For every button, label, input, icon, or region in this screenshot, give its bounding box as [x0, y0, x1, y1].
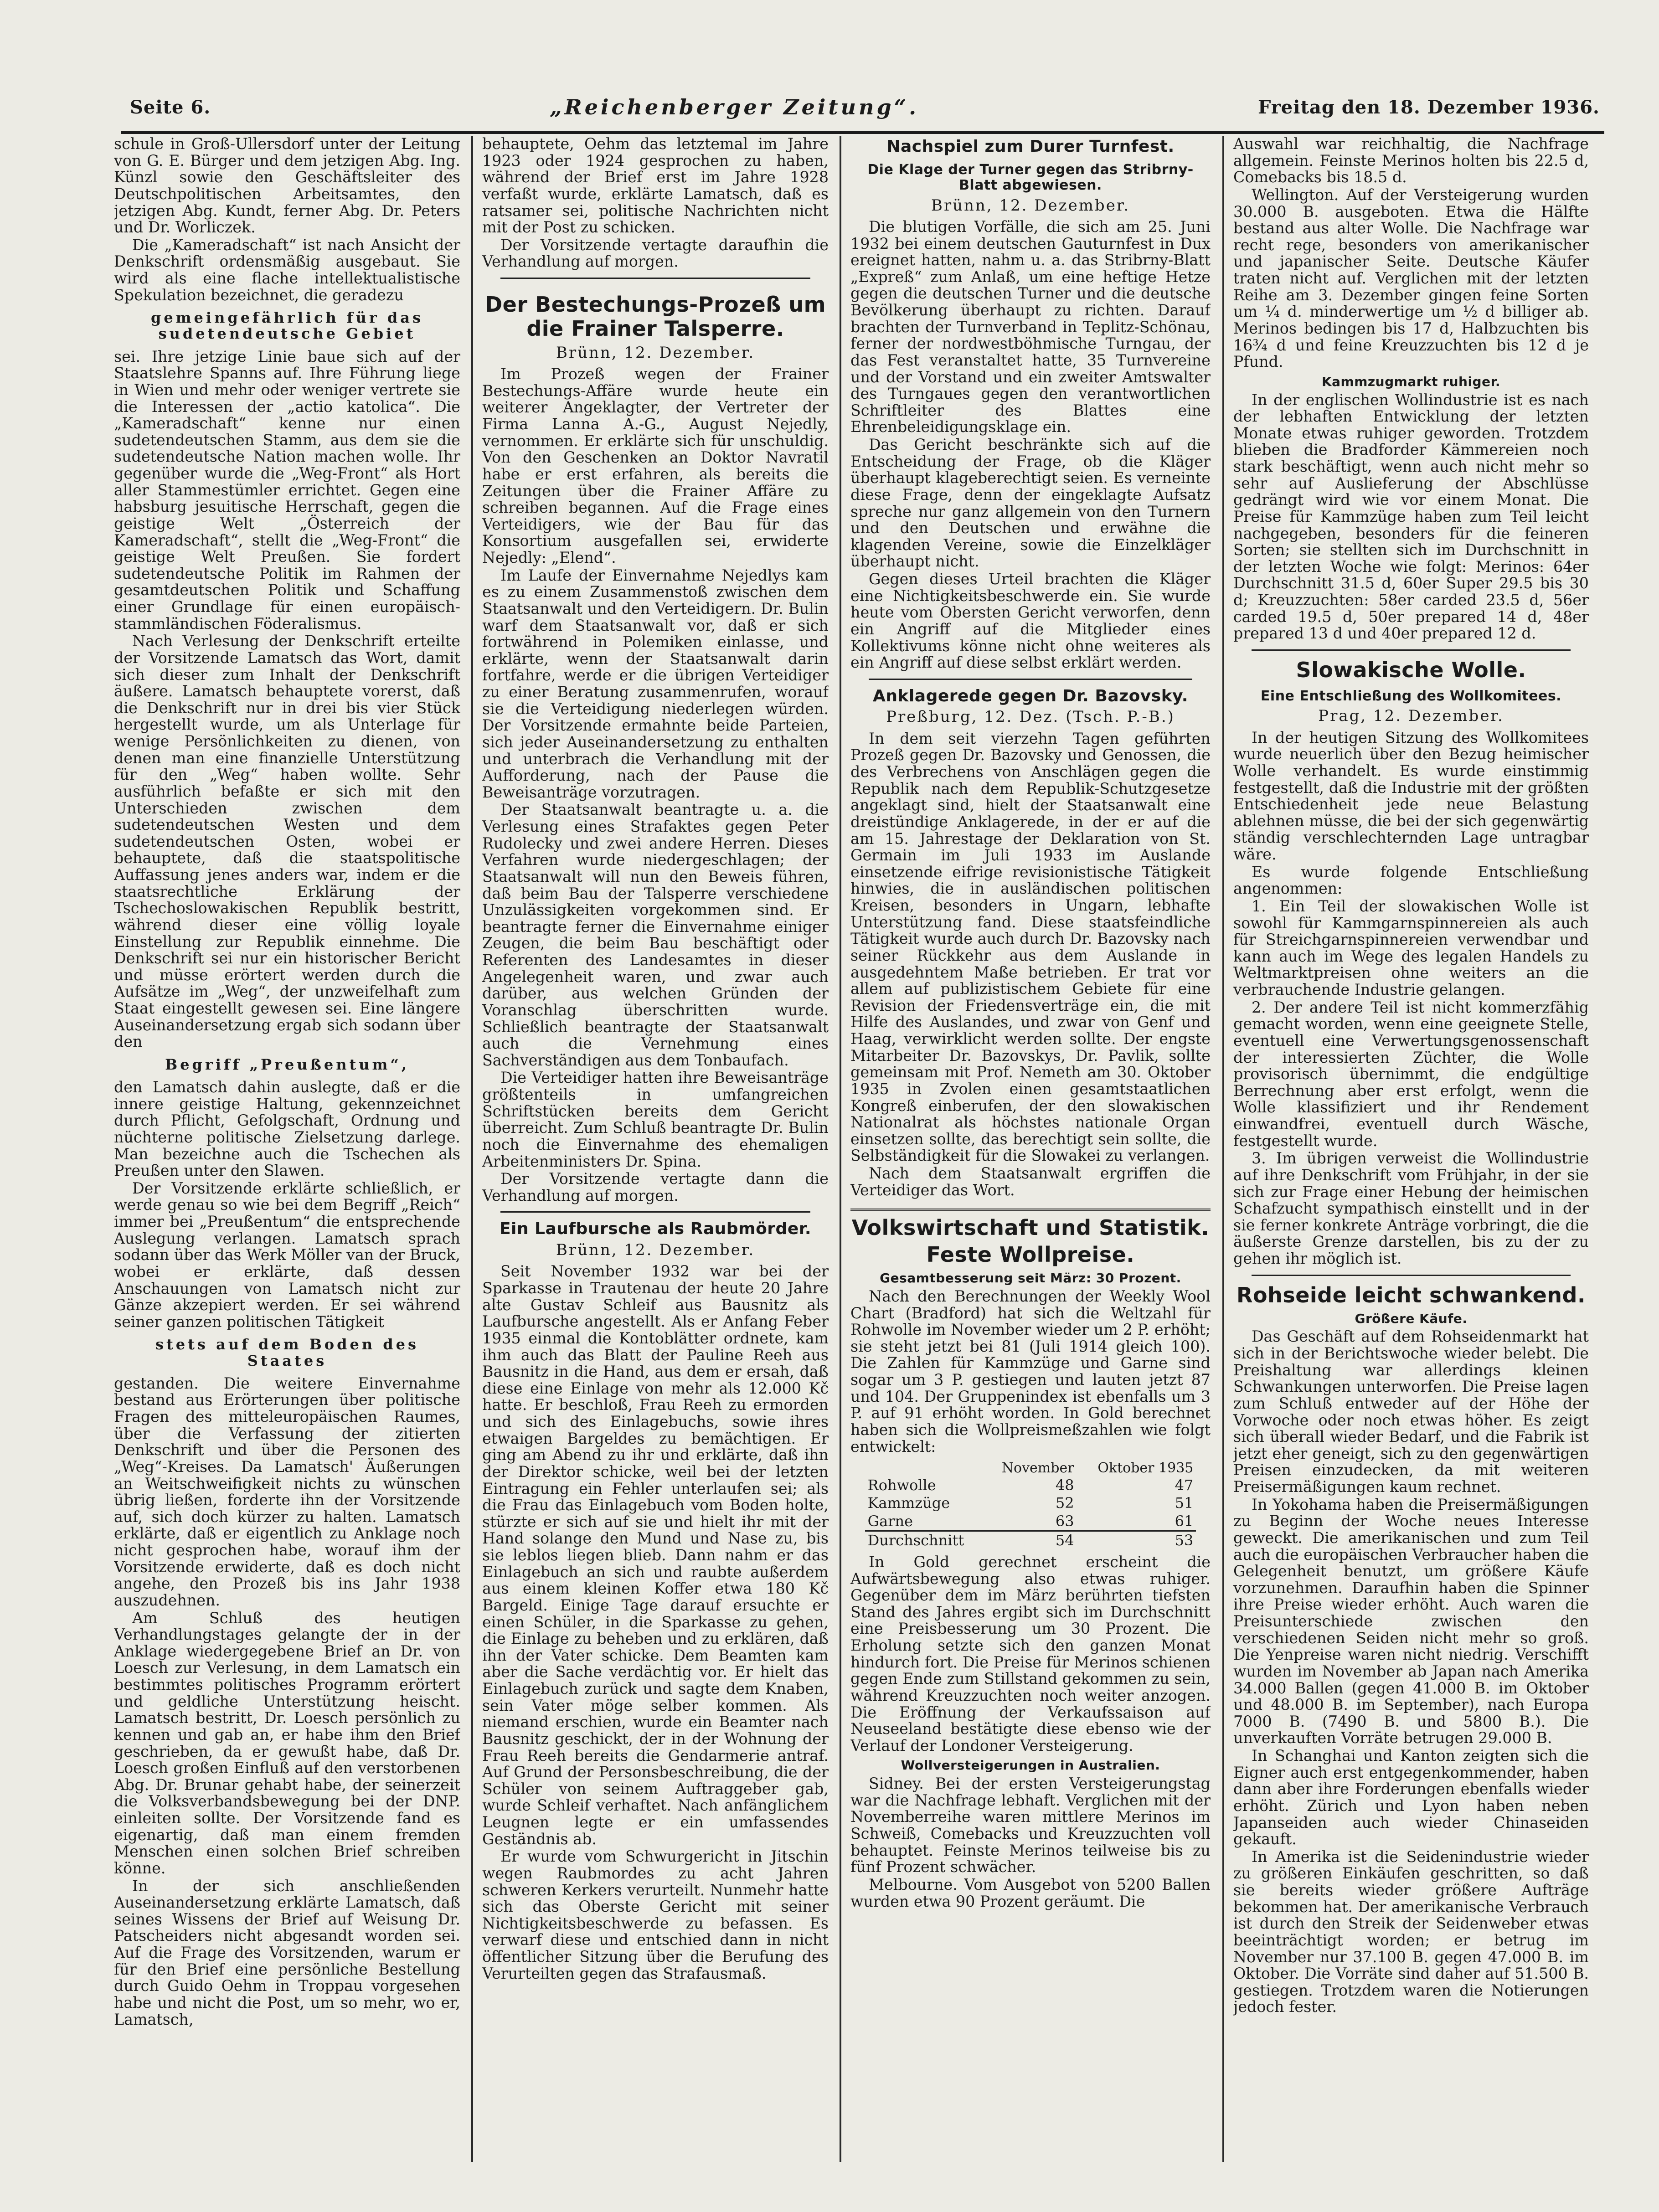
article-divider	[500, 1211, 810, 1213]
dateline: Preßburg, 12. Dez. (Tsch. P.-B.)	[886, 708, 1175, 726]
dateline: Brünn, 12. Dezember.	[556, 343, 755, 362]
table-header: November	[1001, 1460, 1074, 1476]
article-headline: Feste Wollpreise.	[926, 1242, 1135, 1267]
column-2	[482, 136, 829, 2176]
paragraph: Sidney. Bei der ersten Versteigerungstag war die Nachfrage lebhaft. Verglichen mit der Novemberreihe waren mittlere Merinos im Schweiß, Comebacks und Kreuzzuchten voll behauptet. Feinste Merinos teilweise bis zu fünf Prozent schwächer.	[850, 1775, 1211, 1876]
wool-price-table	[865, 1460, 1196, 1549]
paragraph: Der Vorsitzende vertagte daraufhin die Verhandlung auf morgen.	[482, 236, 829, 271]
paragraph: Die blutigen Vorfälle, die sich am 25. Juni 1932 bei einem deutschen Gauturnfest in Dux ereignet hatten, nahm u. a. das Stribrny-Blatt „Expreß“ zum Anlaß, um eine heftige Hetze gegen die deutschen Turner und die deutsche Bevölkerung überhaupt zu richten. Darauf brachten der Turnverband in Teplitz-Schönau, ferner der nordwestböhmische Turngau, der das Fest veranstaltet hatte, 35 Turnvereine und der Vorstand und ein zweiter Amtswalter des Turngaues gegen den verantwortlichen Schriftleiter des Blattes eine Ehrenbeleidigungsklage ein.	[850, 217, 1211, 436]
table-row	[865, 1476, 1196, 1494]
paragraph: Gegen dieses Urteil brachten die Kläger eine Nichtigkeitsbeschwerde ein. Sie wurde heute vom Obersten Gericht verworfen, denn ein Angriff auf die Mitglieder eines Kollektivums könne nicht ohne weiteres als ein Angriff auf diese selbst erklärt werden.	[850, 570, 1211, 672]
paragraph: Nach den Berechnungen der Weekly Wool Chart (Bradford) hat sich die Weltzahl für Rohwolle im November wieder um 2 P. erhöht; sie steht jetzt bei 81 (Juli 1914 gleich 100). Die Zahlen für Kammzüge und Garne sind sogar um 3 P. gestiegen und lauten jetzt 87 und 104. Der Gruppenindex ist ebenfalls um 3 P. auf 91 erhöht worden. In Gold berechnet haben sich die Wollpreismeßzahlen wie folgt entwickelt:	[850, 1287, 1211, 1456]
paragraph: In Yokohama haben die Preisermäßigungen zu Beginn der Woche neues Interesse geweckt. Die amerikanischen und zum Teil auch die europäischen Verbraucher haben die Gelegenheit benutzt, um größere Käufe vorzunehmen. Daraufhin haben die Spinner ihre Preise wieder erhöht. Auch waren die Preisunterschiede zwischen den verschiedenen Seiden nicht mehr so groß. Die Yenpreise waren nicht niedrig. Verschifft wurden im November ab Japan nach Amerika 34.000 Ballen (gegen 41.000 B. im Oktober und 48.000 B. im September), nach Europa 7000 B. (7490 B. und 5800 B.). Die unverkauften Vorräte betrugen 29.000 B.	[1233, 1495, 1589, 1747]
cell-november: 48	[1055, 1476, 1074, 1494]
issue-date: Freitag den 18. Dezember 1936.	[1258, 96, 1600, 118]
article-divider	[1252, 649, 1571, 651]
paragraph: Melbourne. Vom Ausgebot von 5200 Ballen wurden etwa 90 Prozent geräumt. Die	[850, 1875, 1211, 1910]
article-subheadline: Größere Käufe.	[1355, 1311, 1468, 1326]
paragraph: Seit November 1932 war bei der Sparkasse in Trautenau der heute 20 Jahre alte Gustav Schleif aus Bausnitz als Laufbursche angestellt. Als er Anfang Feber 1935 einmal die Kontoblätter ordnete, kam ihm auch das Blatt der Pauline Reeh aus Bausnitz in die Hand, aus dem er ersah, daß diese eine Einlage von mehr als 12.000 Kč hatte. Er beschloß, Frau Reeh zu ermorden und sich des Einlagebuchs, sowie ihres etwaigen Bargeldes zu bemächtigen. Er ging am Abend zu ihr und erklärte, daß ihn der Direktor schicke, weil bei der letzten Eintragung ein Fehler unterlaufen sei; als die Frau das Einlagebuch vom Boden holte, stürzte er sich auf sie und hielt ihr mit der Hand solange den Mund und Nase zu, bis sie leblos liegen blieb. Dann nahm er das Einlagebuch an sich und raubte außerdem aus einem kleinen Koffer etwa 180 Kč Bargeld. Einige Tage darauf ersuchte er einen Schüler, in die Sparkasse zu gehen, die Einlage zu beheben und zu erklären, daß ihn der Vater schicke. Dem Beamten kam aber die Sache verdächtig vor. Er hielt das Einlagebuch zurück und sagte dem Knaben, sein Vater möge selber kommen. Als niemand erschien, wurde ein Beamter nach Bausnitz geschickt, der in der Wohnung der Frau Reeh bereits die Gendarmerie antraf. Auf Grund der Personsbeschreibung, die der Schüler von seinem Auftraggeber gab, wurde Schleif verhaftet. Nach anfänglichem Leugnen legte er ein umfassendes Geständnis ab.	[482, 1262, 829, 1848]
paragraph: Er wurde vom Schwurgericht in Jitschin wegen Raubmordes zu acht Jahren schweren Kerkers verurteilt. Nunmehr hatte sich das Oberste Gericht mit seiner Nichtigkeitsbeschwerde zu befassen. Es verwarf diese und entschied dann in nicht öffentlicher Sitzung über die Berufung des Verurteilten gegen das Strafausmaß.	[482, 1847, 829, 1982]
paragraph: 3. Im übrigen verweist die Wollindustrie auf ihre Denkschrift vom Frühjahr, in der sie sich zur Frage einer Hebung der heimischen Schafzucht sympathisch einstellt und in der sie ferner konkrete Anträge vorbringt, die die äußerste Grenze darstellen, bis zu der zu gehen ihr möglich ist.	[1233, 1149, 1589, 1268]
page-number: Seite 6.	[130, 96, 211, 118]
article-headline: Slowakische Wolle.	[1296, 657, 1526, 682]
cell-oktober: 53	[1077, 1531, 1196, 1549]
dateline: Prag, 12. Dezember.	[1318, 707, 1504, 725]
article-headline: Anklagerede gegen Dr. Bazovsky.	[873, 686, 1188, 705]
article-divider	[1252, 1275, 1571, 1276]
row-label: Rohwolle	[867, 1476, 936, 1494]
cell-november: 52	[1055, 1494, 1074, 1512]
column-3	[850, 136, 1211, 2176]
paragraph: Die „Kameradschaft“ ist nach Ansicht der Denkschrift ordensmäßig ausgebaut. Sie wird als eine flache intellektualistische Spekulation bezeichnet, die geradezu	[114, 236, 460, 304]
paragraph: Das Gericht beschränkte sich auf die Entscheidung der Frage, ob die Kläger überhaupt klageberechtigt seien. Es verneinte diese Frage, denn der eingeklagte Aufsatz spreche nur ganz allgemein von den Turnern und den Deutschen und erwähne die klagenden Vereine, sowie die Einzelkläger überhaupt nicht.	[850, 436, 1211, 571]
paragraph: In Schanghai und Kanton zeigten sich die Eigner auch erst entgegenkommender, haben dann aber ihre Forderungen ebenfalls wieder erhöht. Zürich und Lyon haben neben Japanseiden auch wieder Chinaseiden gekauft.	[1233, 1747, 1589, 1848]
page-header	[130, 87, 1600, 128]
paragraph: 1. Ein Teil der slowakischen Wolle ist sowohl für Kammgarnspinnereien als auch für Streichgarnspinnereien verwendbar und kann auch im Wege des legalen Handels zu Weltmarktpreisen ohne weiters an die verbrauchende Industrie gelangen.	[1233, 897, 1589, 999]
paragraph: den Lamatsch dahin auslegte, daß er die innere geistige Haltung, gekennzeichnet durch Pflicht, Gefolgschaft, Ordnung und nüchterne politische Zielsetzung darlege. Man bezeichne auch die Tschechen als Preußen unter den Slawen.	[114, 1078, 460, 1180]
paragraph: In Amerika ist die Seidenindustrie wieder zu größeren Einkäufen geschritten, so daß sie bereits wieder größere Aufträge bekommen hat. Der amerikanische Verbrauch ist durch den Streik der Seidenweber etwas beeinträchtigt worden; er betrug im November nur 37.100 B. gegen 47.000 B. im Oktober. Die Vorräte sind daher auf 51.500 B. gestiegen. Trotzdem waren die Notierungen jedoch fester.	[1233, 1847, 1589, 2016]
paragraph: Der Staatsanwalt beantragte u. a. die Verlesung eines Strafaktes gegen Peter Rudolecky und zwei andere Herren. Dieses Verfahren wurde niedergeschlagen; der Staatsanwalt will nun den Beweis führen, daß beim Bau der Talsperre verschiedene Unzulässigkeiten vorgekommen sind. Er beantragte ferner die Einvernahme einiger Zeugen, die beim Bau beschäftigt oder Referenten des Landesamtes in dieser Angelegenheit waren, und zwar auch darüber, aus welchen Gründen der Voranschlag überschritten wurde. Schließlich beantragte der Staatsanwalt auch die Vernehmung eines Sachverständigen aus dem Tonbaufach.	[482, 801, 829, 1069]
paragraph: Nach Verlesung der Denkschrift erteilte der Vorsitzende Lamatsch das Wort, damit sich dieser zum Inhalt der Denkschrift äußere. Lamatsch behauptete vorerst, daß die Denkschrift nur in drei bis vier Stück hergestellt wurde, um als Unterlage für wenige Persönlichkeiten zu dienen, von denen man eine finanzielle Unterstützung für den „Weg“ haben wollte. Sehr ausführlich befaßte er sich mit den Unterschieden zwischen dem sudetendeutschen Westen und dem sudetendeutschen Osten, wobei er behauptete, daß die staatspolitische Auffassung jenes anders war, indem er die staatsrechtliche Erklärung der Tschechoslowakischen Republik bestritt, während dieser eine völlig loyale Einstellung zur Republik einnehme. Die Denkschrift sei nur ein historischer Bericht und müsse erörtert werden durch die Aufsätze im „Weg“, der unzweifelhaft zum Staat eingestellt gewesen sei. Eine längere Auseinandersetzung ergab sich sodann über den	[114, 632, 460, 1051]
article-subheadline: Wollversteigerungen in Australien.	[901, 1758, 1160, 1773]
paragraph: In dem seit vierzehn Tagen geführten Prozeß gegen Dr. Bazovsky und Genossen, die des Verbrechens von Anschlägen gegen die Republik nach dem Republik-Schutzgesetze angeklagt sind, hielt der Staatsanwalt eine dreistündige Anklagerede, in der er auf die am 15. Jahrestage der Deklaration von St. Germain im Juli 1933 im Auslande einsetzende eifrige revisionistische Tätigkeit hinwies, die in ausländischen politischen Kreisen, besonders in Ungarn, lebhafte Unterstützung fand. Diese staatsfeindliche Tätigkeit wurde auch durch Dr. Bazovsky nach seiner Rückkehr aus dem Auslande in ausgedehntem Maße betrieben. Er trat vor allem auf publizistischem Gebiete für eine Revision der Friedensverträge ein, die mit Hilfe des Auslandes, und zwar von Genf und Haag, verwirklicht werden sollte. Der engste Mitarbeiter Dr. Bazovskys, Dr. Pavlik, sollte gemeinsam mit Prof. Nemeth am 30. Oktober 1935 in Zvolen einen gesamtstaatlichen Kongreß einberufen, der den slowakischen Nationalrat als höchstes nationale Organ einsetzen sollte, das berechtigt sein sollte, die Selbständigkeit für die Slowakei zu verlangen.	[850, 729, 1211, 1165]
spaced-subheading: stets auf dem Boden des Staates	[155, 1336, 419, 1369]
cell-oktober: 47	[1175, 1476, 1194, 1494]
paragraph: In Gold gerechnet erscheint die Aufwärtsbewegung also etwas ruhiger. Gegenüber dem im März berührten tiefsten Stand des Jahres ergibt sich im Durchschnitt eine Preisbesserung um 30 Prozent. Die Erholung setzte sich den ganzen Monat hindurch fort. Die Preise für Merinos schienen gegen Ende zum Stillstand gekommen zu sein, während Kreuzzuchten noch weiter anzogen. Die Eröffnung der Verkaufssaison auf Neuseeland bestätigte diese ebenso wie der Verlauf der Londoner Versteigerung.	[850, 1553, 1211, 1754]
article-subheadline: Eine Entschließung des Wollkomitees.	[1260, 688, 1562, 704]
column-4	[1233, 136, 1589, 2176]
paragraph: Die Verteidiger hatten ihre Beweisanträge größtenteils in umfangreichen Schriftstücken bereits dem Gericht überreicht. Zum Schluß beantragte Dr. Bulin noch die Einvernahme des ehemaligen Arbeitenministers Dr. Spina.	[482, 1069, 829, 1170]
paragraph: Auswahl war reichhaltig, die Nachfrage allgemein. Feinste Merinos holten bis 22.5 d, Comebacks bis 18.5 d.	[1233, 136, 1589, 186]
article-subheadline: Kammzugmarkt ruhiger.	[1321, 374, 1501, 389]
article-subheadline: Die Klage der Turner gegen das Stribrny-Blatt abgewiesen.	[867, 161, 1194, 194]
paragraph: Der Vorsitzende erklärte schließlich, er werde genau so wie bei dem Begriff „Reich“ immer bei „Preußentum“ die entsprechende Auslegung verlangen. Lamatsch sprach sodann über das Werk Möller van der Bruck, wobei er erklärte, daß dessen Anschauungen von Lamatsch nicht zur Gänze akzepiert werden. Er sei während seiner ganzen politischen Tätigkeit	[114, 1179, 460, 1331]
cell-november: 54	[985, 1531, 1077, 1549]
article-divider	[500, 278, 810, 279]
table-header: Oktober 1935	[1097, 1460, 1194, 1476]
cell-oktober: 51	[1175, 1494, 1194, 1512]
paragraph: schule in Groß-Ullersdorf unter der Leitung von G. E. Bürger und dem jetzigen Abg. Ing. Künzl sowie den Geschäftsleiter des Deutschpolitischen Arbeitsamtes, den jetzigen Abg. Kundt, ferner Abg. Dr. Peters und Dr. Worliczek.	[114, 136, 460, 237]
paragraph: gestanden. Die weitere Einvernahme bestand aus Erörterungen über politische Fragen des mitteleuropäischen Raumes, über die Verfassung der zitierten Denkschrift und über die Personen des „Weg“-Kreises. Da Lamatsch' Äußerungen an Weitschweifigkeit nichts zu wünschen übrig ließen, forderte ihn der Vorsitzende auf, sich doch kürzer zu halten. Lamatsch erklärte, daß er eigentlich zu Anklage noch nicht gesprochen habe, worauf ihm der Vorsitzende erwiderte, daß es doch nicht angehe, den Prozeß bis ins Jahr 1938 auszudehnen.	[114, 1374, 460, 1609]
header-rule	[121, 131, 1604, 134]
section-title: Volkswirtschaft und Statistik.	[851, 1215, 1210, 1240]
paragraph: Am Schluß des heutigen Verhandlungstages gelangte der in der Anklage wiedergegebene Brief an Dr. von Loesch zur Verlesung, in dem Lamatsch ein bestimmtes politisches Programm erörtert und geldliche Unterstützung heischt. Lamatsch bestritt, Dr. Loesch persönlich zu kennen und gab an, er habe ihm den Brief geschrieben, da er gewußt habe, daß Dr. Loesch großen Einfluß auf den verstorbenen Abg. Dr. Brunar gehabt habe, der seinerzeit die Volksverbandsbewegung bei der DNP. einleiten sollte. Der Vorsitzende fand es eigenartig, daß man einem fremden Menschen einen solchen Brief schreiben könne.	[114, 1609, 460, 1877]
column-divider	[471, 136, 473, 2162]
article-headline: Ein Laufbursche als Raubmörder.	[499, 1219, 812, 1239]
paragraph: Im Prozeß wegen der Frainer Bestechungs-Affäre wurde heute ein weiterer Angeklagter, der Vertreter der Firma Lanna A.-G., August Nejedly, vernommen. Er erklärte sich für unschuldig. Von den Geschenken an Doktor Navratil habe er erst erfahren, als bereits die Zeitungen über die Frainer Affäre zu schreiben begannen. Auf die Frage eines Verteidigers, wie der Bau für das Konsortium ausgefallen sei, erwiderte Nejedly: „Elend“.	[482, 365, 829, 567]
paragraph: Nach dem Staatsanwalt ergriffen die Verteidiger das Wort.	[850, 1164, 1211, 1199]
cell-oktober: 61	[1175, 1512, 1194, 1530]
column-1	[114, 136, 460, 2176]
column-divider	[840, 136, 841, 2162]
article-divider	[869, 679, 1192, 680]
paragraph: Das Geschäft auf dem Rohseidenmarkt hat sich in der Berichtswoche wieder belebt. Die Preishaltung war allerdings kleinen Schwankungen unterworfen. Die Preise lagen zum Schluß entweder auf der Höhe der Vorwoche oder noch etwas höher. Es zeigt sich überall wieder Bedarf, und die Fabrik ist jetzt eher geneigt, sich zu den gegenwärtigen Preisen einzudecken, da mit weiteren Preisermäßigungen kaum rechnet.	[1233, 1327, 1589, 1496]
dateline: Brünn, 12. Dezember.	[556, 1241, 755, 1260]
row-label: Garne	[867, 1512, 913, 1530]
spaced-subheading: gemeingefährlich für das sudetendeutsche Gebiet	[150, 309, 424, 343]
section-divider	[850, 1209, 1211, 1211]
paragraph: Es wurde folgende Entschließung angenommen:	[1233, 863, 1589, 898]
paragraph: In der heutigen Sitzung des Wollkomitees wurde neuerlich über den Bezug heimischer Wolle verhandelt. Es wurde einstimmig festgestellt, daß die Industrie mit der größten Entschiedenheit jede neue Belastung ablehnen müsse, die bei der sich gegenwärtig ständig verschlechternden Lage untragbar wäre.	[1233, 728, 1589, 864]
column-divider	[1222, 136, 1224, 2162]
table-header-row	[865, 1460, 1196, 1476]
paragraph: Der Vorsitzende vertagte dann die Verhandlung auf morgen.	[482, 1170, 829, 1204]
paragraph: Im Laufe der Einvernahme Nejedlys kam es zu einem Zusammenstoß zwischen dem Staatsanwalt und den Verteidigern. Dr. Bulin warf dem Staatsanwalt vor, daß er sich fortwährend in Polemiken einlasse, und erklärte, wenn der Staatsanwalt darin fortfahre, werde er die übrigen Verteidiger zu einer Beratung zusammenrufen, worauf sie die Verteidigung niederlegen würden. Der Vorsitzende ermahnte beide Parteien, sich jeder Auseinandersetzung zu enthalten und unterbrach die Verhandlung mit der Aufforderung, nach der Pause die Beweisanträge vorzutragen.	[482, 566, 829, 801]
article-subheadline: Gesamtbesserung seit März: 30 Prozent.	[880, 1271, 1181, 1286]
paragraph: Wellington. Auf der Versteigerung wurden 30.000 B. ausgeboten. Etwa die Hälfte bestand aus alter Wolle. Die Nachfrage war recht rege, besonders von amerikanischer und japanischer Seite. Deutsche Käufer traten nicht auf. Verglichen mit der letzten Reihe am 3. Dezember gingen feine Sorten um ¼ d. minderwertige um ½ d billiger ab. Merinos bedingen bis 17 d, Halbzuchten bis 16¾ d und feine Kreuzzuchten bis 12 d je Pfund.	[1233, 185, 1589, 371]
article-headline: Der Bestechungs-Prozeß um die Frainer Talsperre.	[484, 292, 826, 341]
table-row	[865, 1512, 1196, 1531]
paragraph: 2. Der andere Teil ist nicht kommerzfähig gemacht worden, wenn eine geeignete Stelle, eventuell eine Verwertungsgenossenschaft der interessierten Züchter, die Wolle provisorisch übernimmt, die endgültige Berrechnung aber erst erfolgt, wenn die Wolle klassifiziert und ihr Rendement einwandfrei, eventuell durch Wäsche, festgestellt wurde.	[1233, 998, 1589, 1150]
paragraph: In der englischen Wollindustrie ist es nach der lebhaften Entwicklung der letzten Monate etwas ruhiger geworden. Trotzdem blieben die Bradforder Kämmereien noch stark beschäftigt, wenn auch nicht mehr so sehr auf Auslieferung der Abschlüsse gedrängt wird wie vor einem Monat. Die Preise für Kammzüge haben zum Teil leicht nachgegeben, besonders für die feineren Sorten; sie stellten sich im Durchschnitt in der letzten Woche wie folgt: Merinos: 64er Durchschnitt 31.5 d, 60er Super 29.5 bis 30 d; Kreuzzuchten: 58er carded 23.5 d, 56er carded 19.5 d, 50er prepared 14 d, 48er prepared 13 d und 40er prepared 12 d.	[1233, 391, 1589, 643]
newspaper-title: „Reichenberger Zeitung“.	[550, 95, 919, 119]
row-label: Durchschnitt	[865, 1531, 985, 1549]
table-row	[865, 1494, 1196, 1512]
row-label: Kammzüge	[867, 1494, 950, 1512]
cell-november: 63	[1055, 1512, 1074, 1530]
table-total-row	[865, 1531, 1196, 1549]
article-headline: Nachspiel zum Durer Turnfest.	[886, 137, 1175, 156]
article-headline: Rohseide leicht schwankend.	[1237, 1282, 1586, 1307]
dateline: Brünn, 12. Dezember.	[931, 196, 1130, 215]
spaced-subheading: Begriff „Preußentum“,	[165, 1055, 409, 1073]
paragraph: behauptete, Oehm das letztemal im Jahre 1923 oder 1924 gesprochen zu haben, während der Brief erst im Jahre 1928 verfaßt wurde, erklärte Lamatsch, daß es ratsamer sei, politische Nachrichten nicht mit der Post zu schicken.	[482, 136, 829, 237]
table-header	[865, 1460, 985, 1476]
paragraph: sei. Ihre jetzige Linie baue sich auf der Staatslehre Spanns auf. Ihre Führung liege in Wien und mehr oder weniger vertrete sie die Interessen der „actio katolica“. Die „Kameradschaft“ kenne nur einen sudetendeutschen Stamm, aus dem sie die sudetendeutsche Nation machen wolle. Ihr gegenüber wurde die „Weg-Front“ als Hort aller Stammestümler errichtet. Gegen eine habsburg jesuitische Herrschaft, gegen die geistige Welt „Österreich der Kameradschaft“, stellt die „Weg-Front“ die geistige Welt Preußen. Sie fordert sudetendeutsche Politik im Rahmen der gesamtdeutschen Politik und Schaffung einer Grundlage für einen europäisch-stammländischen Föderalismus.	[114, 347, 460, 633]
paragraph: In der sich anschließenden Auseinandersetzung erklärte Lamatsch, daß seines Wissens der Brief auf Weisung Dr. Patscheiders nicht abgesandt worden sei. Auf die Frage des Vorsitzenden, warum er für den Brief eine persönliche Bestellung durch Guido Oehm in Troppau vorgesehen habe und nicht die Post, um so mehr, wo er, Lamatsch,	[114, 1877, 460, 2028]
